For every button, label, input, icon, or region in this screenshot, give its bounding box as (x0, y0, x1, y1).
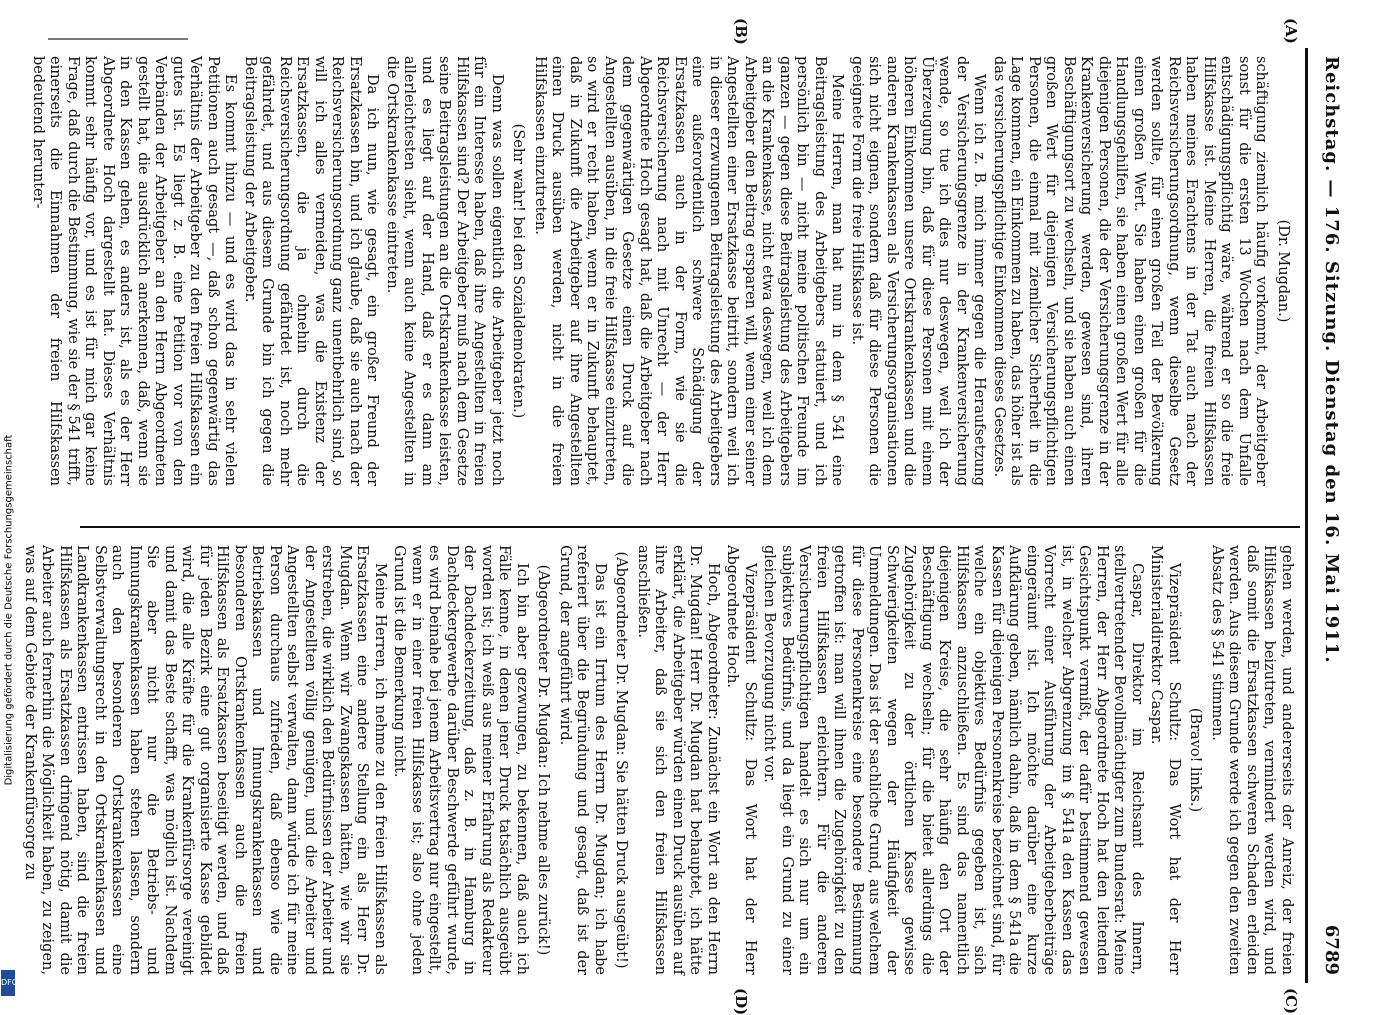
paragraph: Da ich nun, wie gesagt, ein großer Freund der Ersatzkassen bin, und ich glaube, daß sie auch nach der Reichsversicherungsordnung ganz unentbehrlich sind, so will ich alles vermeiden, was die Existenz der Ersatzkassen, die ja ohnehin durch die Reichsversicherungsordnung gefährdet ist, noch mehr gefährdet, und aus diesem Grunde bin ich gegen die Beitragsleistung der Arbeitgeber. (242, 56, 381, 486)
right-column (22, 545, 1295, 975)
paragraph: Meine Herren, ich nehme zu den freien Hilfskassen als Ersatzkassen eine andere Stellung ein als Herr Dr. Mugdan. Wenn wir Zwangskassen hätten, wie wir sie erstreben, die wirklich den Bedürfnissen der Arbeiter und der Angestellten völlig genügen, und die Arbeiter und Angestellten selbst verwalten, dann würde ich für meine Person durchaus zufrieden, daß ebenso wie die Betriebskassen und Innungskrankenkassen und besonderen Ortskrankenkassen auch die freien Hilfskassen als Ersatzkassen beseitigt werden, und daß für jeden Bezirk eine gut organisierte Kasse gebildet wird, die alle Kräfte für die Krankenfürsorge vereinigt und damit das Beste schafft, was möglich ist. Nachdem Sie aber nicht nur die Betriebs- und Innungskrankenkassen haben stehen lassen, sondern auch den besonderen Ortskrankenkassen eine Selbstverwaltungsrecht in den Ortskrankenkassen und Landkrankenkassen entrissen haben, sind die freien Hilfskassen als Ersatzkassen dringend nötig, damit die Arbeiter auch fernerhin die Möglichkeit haben, zu zeigen, was auf dem Gebiete der Krankenfürsorge zu (22, 545, 388, 975)
margin-letter-b: (B) (732, 18, 750, 45)
margin-letter-d: (D) (732, 988, 750, 1015)
paragraph: Denn was sollen eigentlich die Arbeitgeber jetzt noch für ein Interesse haben, daß ihre Angestellten in freien Hilfskassen sind? Der Arbeitgeber muß nach dem Gesetze seine Beitragsleistungen an die Ortskrankenkasse leisten, und es liegt auf der Hand, daß er es dann am allerleichtesten sieht, wenn auch keine Angestellten in die Ortskrankenkasse eintreten. (384, 56, 505, 486)
dfg-logo: DFG (1, 970, 15, 996)
speaker-line: Vizepräsident Schultz: Das Wort hat der Herr Abgeordnete Hoch. (724, 545, 758, 975)
header-rule (1305, 48, 1308, 983)
paragraph: Meine Herren, man hat nun in dem § 541 eine Beitragsleistung des Arbeitgebers statuiert, und ich persönlich bin — nicht meine politischen Freunde im ganzen — gegen diese Beitragsleistung des Arbeitgebers an die Krankenkasse, nicht etwa deswegen, weil ich dem Arbeitgeber den Beitrag ersparen will, wenn einer seiner Angestellten einer Ersatzkasse beitritt, sondern weil ich in dieser erzwungenen Beitragsleistung des Arbeitgebers eine außerordentlich schwere Schädigung der Ersatzkassen auch in der Form, wie sie die Reichsversicherung nach mit Unrecht — der Herr Abgeordnete Hoch gesagt hat, daß die Arbeitgeber nach dem gegenwärtigen Gesetze einen Druck auf die Angestellten ausüben, in die freie Hilfskasse einzutreten, so wird er recht haben, wenn er in Zukunft behauptet, daß in Zukunft die Arbeitgeber auf ihre Angestellten einen Druck ausüben werden, nicht in die freien Hilfskassen einzutreten. (532, 56, 846, 486)
running-head: Reichstag. — 176. Sitzung. Dienstag den 16. Mai 1911. (1321, 56, 1342, 664)
paragraph: Ich bin aber gezwungen, zu bekennen, daß auch ich Fälle kenne, in denen jener Druck tatsächlich ausgeübt worden ist; ich weiß aus meiner Erfahrung als Redakteur der Dachdeckerzeitung, daß z. B. in Hamburg in Dachdeckergewerbe darüber Beschwerde geführt wurde, es wird beinahe bei jenem Arbeitsvertrag nur eingestellt, wenn er in einer freien Hilfskasse ist; also ohne jeden Grund ist die Bemerkung nicht. (391, 545, 530, 975)
page-header (1310, 48, 1350, 983)
page-number: 6789 (1321, 924, 1342, 975)
paragraph: Das ist ein Irrtum des Herrn Dr. Mugdan; ich habe referiert über die Begründung und gesagt, daß ist der Grund, der angeführt wird. (557, 545, 608, 975)
speaker-line: Vizepräsident Schultz: Das Wort hat der Herr Ministerialdirektor Caspar. (1148, 545, 1182, 975)
left-column (30, 56, 1295, 486)
interjection: (Bravo! links.) (1187, 707, 1204, 813)
paragraph: gehen werden, und andererseits der Anreiz, der freien Hilfskassen beizutreten, vermindert werden wird, und daß somit die Ersatzkassen schweren Schaden erleiden werden. Aus diesem Grunde werde ich gegen den zweiten Absatz des § 541 stimmen. (1209, 545, 1295, 975)
paragraph: Wenn ich z. B. mich immer gegen die Heraufsetzung der Versicherungsgrenze in der Krankenversicherung wende, so tue ich dies nur deswegen, weil ich der Überzeugung bin, daß für diese Personen mit einem höheren Einkommen unsere Ortskrankenkassen und die anderen Krankenkassen als Versicherungsorganisationen sich nicht eignen, sondern daß für diese Personen die geeignete Form die freie Hilfskasse ist. (849, 56, 988, 486)
paragraph: Es kommt hinzu — und es wird das in sehr vielen Petitionen auch gesagt —, daß schon gegenwärtig das Verhältnis der Arbeitgeber zu den freien Hilfskassen ein gutes ist. Es liegt z. B. eine Petition vor von den Verbänden der Arbeitgeber an den Herrn Abgeordneten gestellt hat, die ausdrücklich anerkennen, daß, wenn sie in den Kassen gehen, es anders ist, als es der Herr Abgeordnete Hoch dargestellt hat. Dieses Verhältnis kommt sehr häufig vor, und es ist für mich gar keine Frage, daß durch die Bestimmung, wie sie der § 541 trifft, einerseits die Einnahmen der freien Hilfskassen bedeutend herunter- (30, 56, 239, 486)
speaker-tag: (Dr. Mugdan.) (1275, 219, 1291, 323)
paragraph: Caspar, Direktor im Reichsamt des Innern, stellvertretender Bevollmächtigter zum Bundesrat: Meine Herren, der Herr Abgeordnete Hoch hat den leitenden Gesichtspunkt vermißt, der dafür bestimmend gewesen ist, in welcher Abgrenzung im § 541a den Kassen das Vorrecht einer Ausführung der Arbeitgeberbeiträge eingeräumt ist. Ich möchte darüber eine kurze Aufklärung geben, nämlich dahin, daß in dem § 541a die Kassen für diejenigen Personenkreise bezeichnet sind, für welche ein objektives Bedürfnis gegeben ist, sich Hilfskassen anzuschließen. Es sind das namentlich diejenigen Kreise, die sehr häufig den Ort der Beschäftigung wechseln; für die bietet allerdings die Zugehörigkeit zu der örtlichen Kasse gewisse Schwierigkeiten wegen der Häufigkeit der Ummeldungen. Das ist der sachliche Grund, aus welchem für diese Personenkreise eine besondere Bestimmung getroffen ist: man will ihnen die Zugehörigkeit zu den freien Hilfskassen erleichtern. Für die anderen Versicherungspflichtigen handelt es sich nur um ein subjektives Bedürfnis, und da liegt ein Grund zu einer gleichen Bevorzugung nicht vor. (761, 545, 1145, 975)
paragraph: schäftigung ziemlich häufig vorkommt, der Arbeitgeber sonst für die ersten 13 Wochen nach dem Unfalle entschädigungspflichtig wäre, während er so die freie Hilfskasse ist. Meine Herren, die freien Hilfskassen haben meines Erachtens in der Tat auch nach der Reichsversicherungsordnung, wenn dieselbe Gesetz werden sollte, für einen großen Teil der Bevölkerung einen großen Wert. Sie haben einen großen für die Handlungsgehilfen, sie haben einen großen Wert für alle diejenigen Personen, die der Versicherungsgrenze in der Krankenversicherung werden, gewesen sind, ihren Beschäftigungsort zu wechseln, und sie haben auch einen großen Wert für diejenigen Versicherungspflichtigen Personen, die einmal mit ziemlicher Sicherheit in die Lage kommen, ein Einkommen zu haben, das höher ist als das versicherungspflichtige Einkommen dieses Gesetzes. (991, 56, 1270, 486)
interjection: (Abgeordneter Dr. Mugdan: Ich nehme alles zurück!) (535, 564, 552, 956)
scan-credit: Digitalisierung gefördert durch die Deutsche Forschungsgemeinschaft (3, 434, 15, 786)
interjection: (Abgeordneter Dr. Mugdan: Sie hätten Druck ausgeübt!) (613, 551, 630, 969)
page-content-rotated (22, 18, 1350, 1015)
interjection: (Sehr wahr! bei den Sozialdemokraten.) (510, 123, 527, 419)
margin-letter-a: (A) (1282, 18, 1300, 44)
paragraph: Hoch, Abgeordneter: Zunächst ein Wort an den Herrn Dr. Mugdan! Herr Dr. Mugdan hat behauptet, ich hätte erklärt, die Arbeitgeber würden einen Druck ausüben auf ihre Arbeiter, daß sie sich den freien Hilfskassen anschließen. (635, 545, 721, 975)
column-divider (80, 526, 1300, 528)
scan-edge-rule (48, 38, 188, 40)
margin-letter-c: (C) (1282, 988, 1300, 1015)
newspaper-page (22, 18, 1350, 1015)
